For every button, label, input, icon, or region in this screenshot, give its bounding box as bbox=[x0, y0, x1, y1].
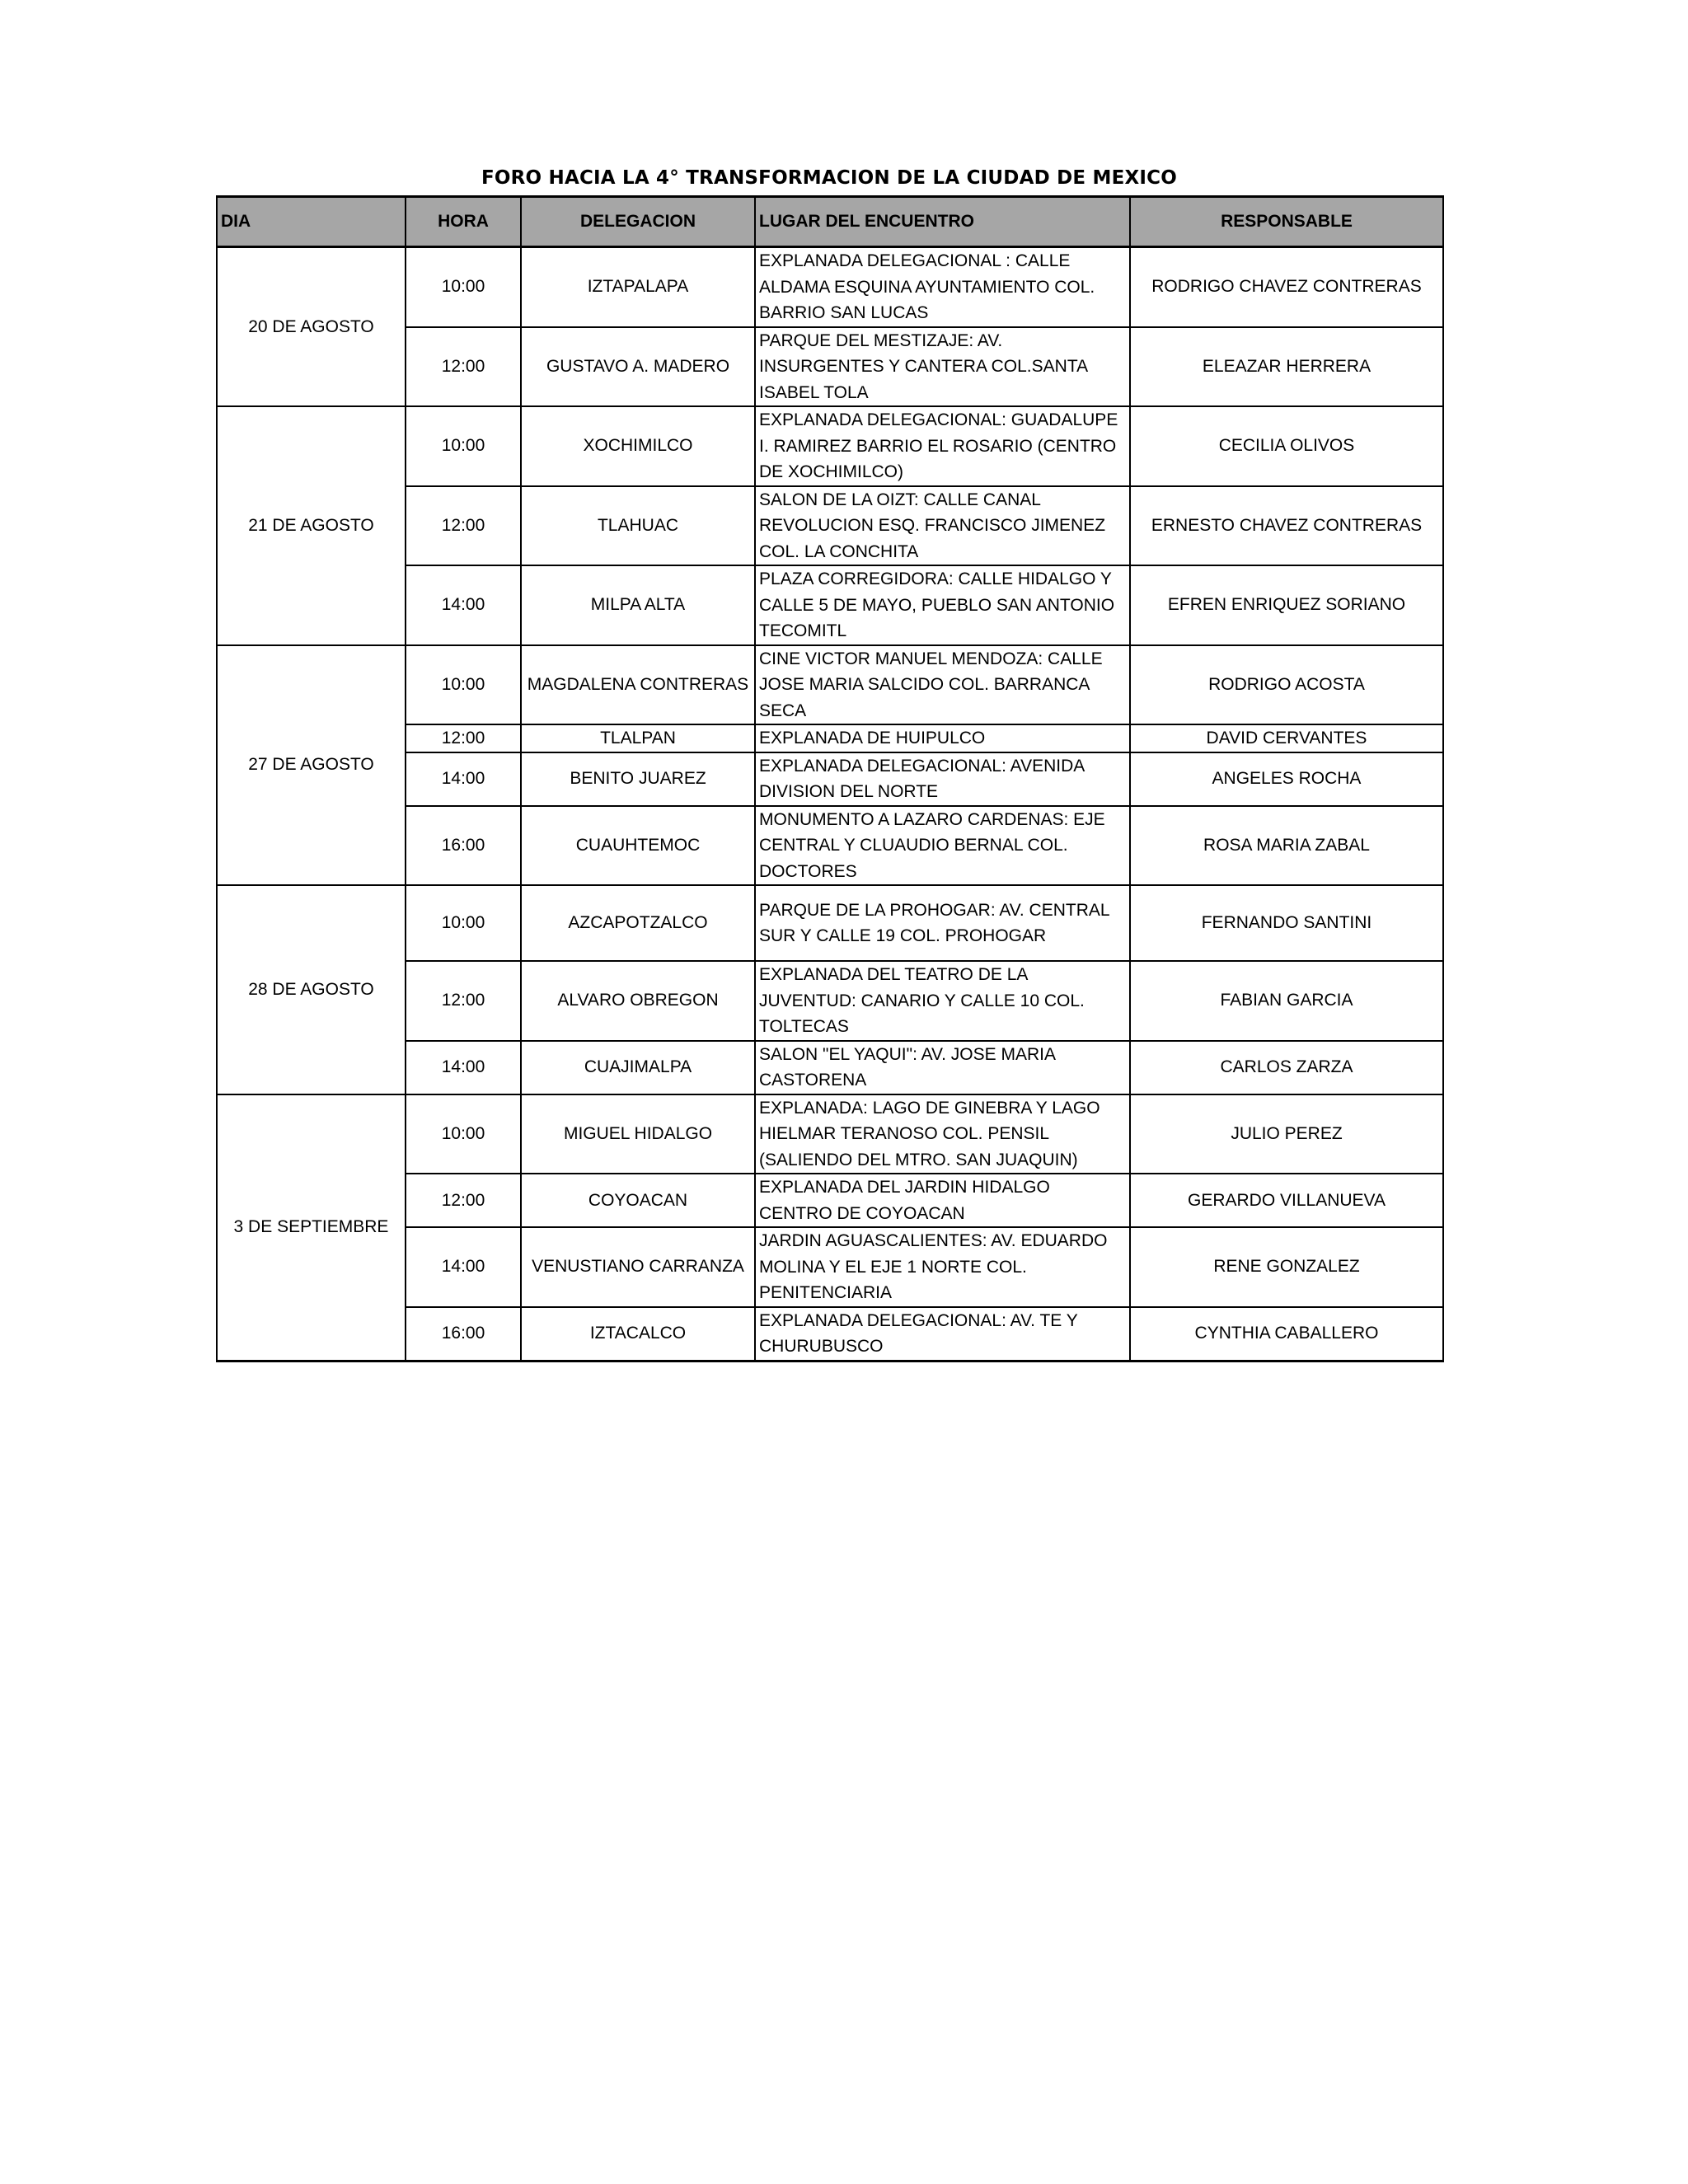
schedule-table bbox=[216, 195, 1444, 1362]
lugar-cell: EXPLANADA DELEGACIONAL: AVENIDA DIVISION DEL NORTE bbox=[755, 752, 1130, 806]
responsable-cell: FABIAN GARCIA bbox=[1130, 961, 1443, 1041]
responsable-cell: RODRIGO ACOSTA bbox=[1130, 645, 1443, 725]
document-title: FORO HACIA LA 4° TRANSFORMACION DE LA CIUDAD DE MEXICO bbox=[481, 167, 1178, 189]
day-cell: 3 DE SEPTIEMBRE bbox=[217, 1094, 406, 1361]
delegacion-cell: CUAUHTEMOC bbox=[521, 806, 755, 886]
hora-cell: 10:00 bbox=[406, 247, 521, 327]
hora-cell: 10:00 bbox=[406, 406, 521, 486]
hora-cell: 16:00 bbox=[406, 1307, 521, 1361]
day-cell: 27 DE AGOSTO bbox=[217, 645, 406, 886]
delegacion-cell: TLALPAN bbox=[521, 724, 755, 752]
table-row bbox=[217, 885, 1443, 961]
header-responsable: RESPONSABLE bbox=[1130, 197, 1443, 247]
responsable-cell: GERARDO VILLANUEVA bbox=[1130, 1174, 1443, 1227]
delegacion-cell: BENITO JUAREZ bbox=[521, 752, 755, 806]
table-row bbox=[217, 406, 1443, 486]
delegacion-cell: ALVARO OBREGON bbox=[521, 961, 755, 1041]
delegacion-cell: AZCAPOTZALCO bbox=[521, 885, 755, 961]
day-cell: 20 DE AGOSTO bbox=[217, 247, 406, 407]
hora-cell: 12:00 bbox=[406, 961, 521, 1041]
delegacion-cell: XOCHIMILCO bbox=[521, 406, 755, 486]
responsable-cell: RODRIGO CHAVEZ CONTRERAS bbox=[1130, 247, 1443, 327]
header-lugar: LUGAR DEL ENCUENTRO bbox=[755, 197, 1130, 247]
header-row bbox=[217, 197, 1443, 247]
delegacion-cell: TLAHUAC bbox=[521, 486, 755, 566]
lugar-cell: MONUMENTO A LAZARO CARDENAS: EJE CENTRAL Y CLUAUDIO BERNAL COL. DOCTORES bbox=[755, 806, 1130, 886]
delegacion-cell: VENUSTIANO CARRANZA bbox=[521, 1227, 755, 1307]
responsable-cell: FERNANDO SANTINI bbox=[1130, 885, 1443, 961]
lugar-cell: JARDIN AGUASCALIENTES: AV. EDUARDO MOLINA Y EL EJE 1 NORTE COL. PENITENCIARIA bbox=[755, 1227, 1130, 1307]
delegacion-cell: IZTACALCO bbox=[521, 1307, 755, 1361]
lugar-cell: EXPLANADA DEL JARDIN HIDALGO CENTRO DE COYOACAN bbox=[755, 1174, 1130, 1227]
delegacion-cell: CUAJIMALPA bbox=[521, 1041, 755, 1094]
responsable-cell: ANGELES ROCHA bbox=[1130, 752, 1443, 806]
lugar-cell: CINE VICTOR MANUEL MENDOZA: CALLE JOSE MARIA SALCIDO COL. BARRANCA SECA bbox=[755, 645, 1130, 725]
hora-cell: 10:00 bbox=[406, 645, 521, 725]
lugar-cell: SALON DE LA OIZT: CALLE CANAL REVOLUCION ESQ. FRANCISCO JIMENEZ COL. LA CONCHITA bbox=[755, 486, 1130, 566]
lugar-cell: EXPLANADA: LAGO DE GINEBRA Y LAGO HIELMAR TERANOSO COL. PENSIL (SALIENDO DEL MTRO. SAN JUAQUIN) bbox=[755, 1094, 1130, 1174]
responsable-cell: CYNTHIA CABALLERO bbox=[1130, 1307, 1443, 1361]
hora-cell: 12:00 bbox=[406, 327, 521, 407]
hora-cell: 12:00 bbox=[406, 724, 521, 752]
responsable-cell: ERNESTO CHAVEZ CONTRERAS bbox=[1130, 486, 1443, 566]
table-row bbox=[217, 645, 1443, 725]
hora-cell: 16:00 bbox=[406, 806, 521, 886]
delegacion-cell: IZTAPALAPA bbox=[521, 247, 755, 327]
lugar-cell: PLAZA CORREGIDORA: CALLE HIDALGO Y CALLE 5 DE MAYO, PUEBLO SAN ANTONIO TECOMITL bbox=[755, 565, 1130, 645]
lugar-cell: PARQUE DE LA PROHOGAR: AV. CENTRAL SUR Y CALLE 19 COL. PROHOGAR bbox=[755, 885, 1130, 961]
lugar-cell: EXPLANADA DELEGACIONAL: AV. TE Y CHURUBUSCO bbox=[755, 1307, 1130, 1361]
day-cell: 21 DE AGOSTO bbox=[217, 406, 406, 645]
hora-cell: 10:00 bbox=[406, 1094, 521, 1174]
hora-cell: 14:00 bbox=[406, 1227, 521, 1307]
delegacion-cell: MILPA ALTA bbox=[521, 565, 755, 645]
table-row bbox=[217, 1094, 1443, 1174]
hora-cell: 14:00 bbox=[406, 565, 521, 645]
lugar-cell: PARQUE DEL MESTIZAJE: AV. INSURGENTES Y CANTERA COL.SANTA ISABEL TOLA bbox=[755, 327, 1130, 407]
delegacion-cell: COYOACAN bbox=[521, 1174, 755, 1227]
hora-cell: 14:00 bbox=[406, 752, 521, 806]
delegacion-cell: MIGUEL HIDALGO bbox=[521, 1094, 755, 1174]
header-hora: HORA bbox=[406, 197, 521, 247]
delegacion-cell: MAGDALENA CONTRERAS bbox=[521, 645, 755, 725]
responsable-cell: CARLOS ZARZA bbox=[1130, 1041, 1443, 1094]
header-dia: DIA bbox=[217, 197, 406, 247]
day-cell: 28 DE AGOSTO bbox=[217, 885, 406, 1094]
lugar-cell: EXPLANADA DELEGACIONAL : CALLE ALDAMA ESQUINA AYUNTAMIENTO COL. BARRIO SAN LUCAS bbox=[755, 247, 1130, 327]
lugar-cell: EXPLANADA DELEGACIONAL: GUADALUPE I. RAMIREZ BARRIO EL ROSARIO (CENTRO DE XOCHIMILCO) bbox=[755, 406, 1130, 486]
hora-cell: 12:00 bbox=[406, 486, 521, 566]
responsable-cell: ELEAZAR HERRERA bbox=[1130, 327, 1443, 407]
lugar-cell: EXPLANADA DE HUIPULCO bbox=[755, 724, 1130, 752]
delegacion-cell: GUSTAVO A. MADERO bbox=[521, 327, 755, 407]
responsable-cell: JULIO PEREZ bbox=[1130, 1094, 1443, 1174]
responsable-cell: ROSA MARIA ZABAL bbox=[1130, 806, 1443, 886]
responsable-cell: EFREN ENRIQUEZ SORIANO bbox=[1130, 565, 1443, 645]
hora-cell: 12:00 bbox=[406, 1174, 521, 1227]
responsable-cell: RENE GONZALEZ bbox=[1130, 1227, 1443, 1307]
responsable-cell: CECILIA OLIVOS bbox=[1130, 406, 1443, 486]
lugar-cell: EXPLANADA DEL TEATRO DE LA JUVENTUD: CANARIO Y CALLE 10 COL. TOLTECAS bbox=[755, 961, 1130, 1041]
lugar-cell: SALON "EL YAQUI": AV. JOSE MARIA CASTORENA bbox=[755, 1041, 1130, 1094]
responsable-cell: DAVID CERVANTES bbox=[1130, 724, 1443, 752]
hora-cell: 14:00 bbox=[406, 1041, 521, 1094]
header-delegacion: DELEGACION bbox=[521, 197, 755, 247]
table-row bbox=[217, 247, 1443, 327]
hora-cell: 10:00 bbox=[406, 885, 521, 961]
